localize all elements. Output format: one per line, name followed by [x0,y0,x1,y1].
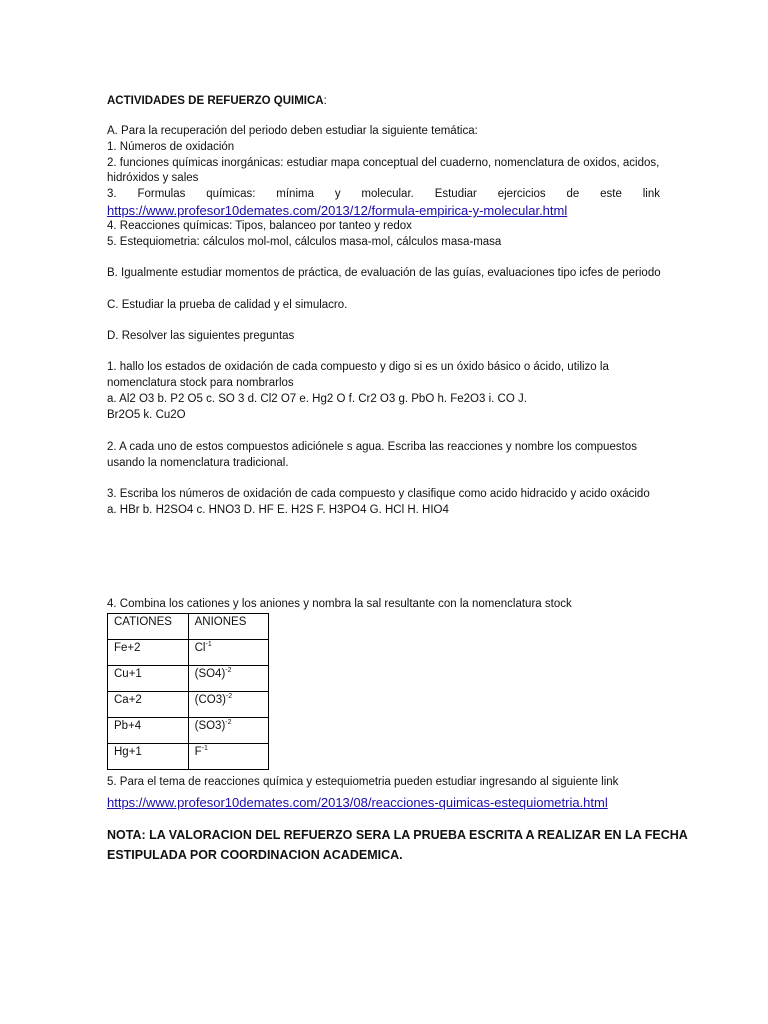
anion-cell: $(SO4)^{-2}$ [188,666,268,692]
ions-table [107,613,269,770]
table-header-row [108,614,269,640]
table-row [108,744,269,770]
cation-cell: Pb+4 [108,718,189,744]
question-5-line-1: 5. Para el tema de reacciones química y estequiometria pueden estudiar ingresando al siguiente link [107,776,619,788]
question-3-compounds: a. HBr b. H2SO4 c. HNO3 D. HF E. H2S F. H3PO4 G. HCl H. HIO4 [107,504,449,516]
table-row [108,666,269,692]
section-c: C. Estudiar la prueba de calidad y el simulacro. [107,299,348,311]
topic-item-1: 1. Números de oxidación [107,141,235,153]
header-aniones: ANIONES [188,614,268,640]
topic-item-2: 2. funciones químicas inorgánicas: estudiar mapa conceptual del cuaderno, nomenclatura de oxidos, acidos, [107,157,660,169]
nota-line-2: ESTIPULADA POR COORDINACION ACADEMICA. [107,848,403,862]
cation-cell: Ca+2 [108,692,189,718]
topic-item-3: 3. Formulas químicas: mínima y molecular. Estudiar ejercicios de este link [107,188,660,200]
reacciones-quimicas-link[interactable]: https://www.profesor10demates.com/2013/08/reacciones-quimicas-estequiometria.html [107,795,608,810]
header-cationes: CATIONES [108,614,189,640]
topic-item-2-cont: hidróxidos y sales [107,172,199,184]
cation-cell: Fe+2 [108,640,189,666]
anion-cell: $Cl^{-1}$ [188,640,268,666]
section-a-intro: A. Para la recuperación del periodo deben estudiar la siguiente temática: [107,125,478,137]
table-row [108,718,269,744]
document-title: ACTIVIDADES DE REFUERZO QUIMICA: [107,95,327,107]
cation-cell: Cu+1 [108,666,189,692]
question-1-compounds: a. Al2 O3 b. P2 O5 c. SO 3 d. Cl2 O7 e. Hg2 O f. Cr2 O3 g. PbO h. Fe2O3 i. CO J. [107,393,527,405]
question-4-line-1: 4. Combina los cationes y los aniones y nombra la sal resultante con la nomenclatura stock [107,598,572,610]
table-row [108,692,269,718]
cation-cell: Hg+1 [108,744,189,770]
anion-cell: $F^{-1}$ [188,744,268,770]
question-2-line-2: usando la nomenclatura tradicional. [107,457,289,469]
formula-empirica-link[interactable]: https://www.profesor10demates.com/2013/12/formula-empirica-y-molecular.html [107,203,568,218]
nota-line-1: NOTA: LA VALORACION DEL REFUERZO SERA LA PRUEBA ESCRITA A REALIZAR EN LA FECHA [107,828,688,842]
section-d: D. Resolver las siguientes preguntas [107,330,295,342]
question-1-line-1: 1. hallo los estados de oxidación de cada compuesto y digo si es un óxido básico o ácido, utilizo la [107,361,609,373]
question-1-compounds-cont: Br2O5 k. Cu2O [107,409,186,421]
question-2-line-1: 2. A cada uno de estos compuestos adiciónele s agua. Escriba las reacciones y nombre los compuestos [107,441,637,453]
question-1-line-2: nomenclatura stock para nombrarlos [107,377,294,389]
section-b: B. Igualmente estudiar momentos de práctica, de evaluación de las guías, evaluaciones tipo icfes de periodo [107,267,661,279]
question-3-line-1: 3. Escriba los números de oxidación de cada compuesto y clasifique como acido hidracido y acido oxácido [107,488,650,500]
anion-cell: $(SO3)^{-2}$ [188,718,268,744]
table-row [108,640,269,666]
topic-item-5: 5. Estequiometria: cálculos mol-mol, cálculos masa-mol, cálculos masa-masa [107,236,502,248]
topic-item-4: 4. Reacciones químicas: Tipos, balanceo por tanteo y redox [107,220,412,232]
anion-cell: $(CO3)^{-2}$ [188,692,268,718]
